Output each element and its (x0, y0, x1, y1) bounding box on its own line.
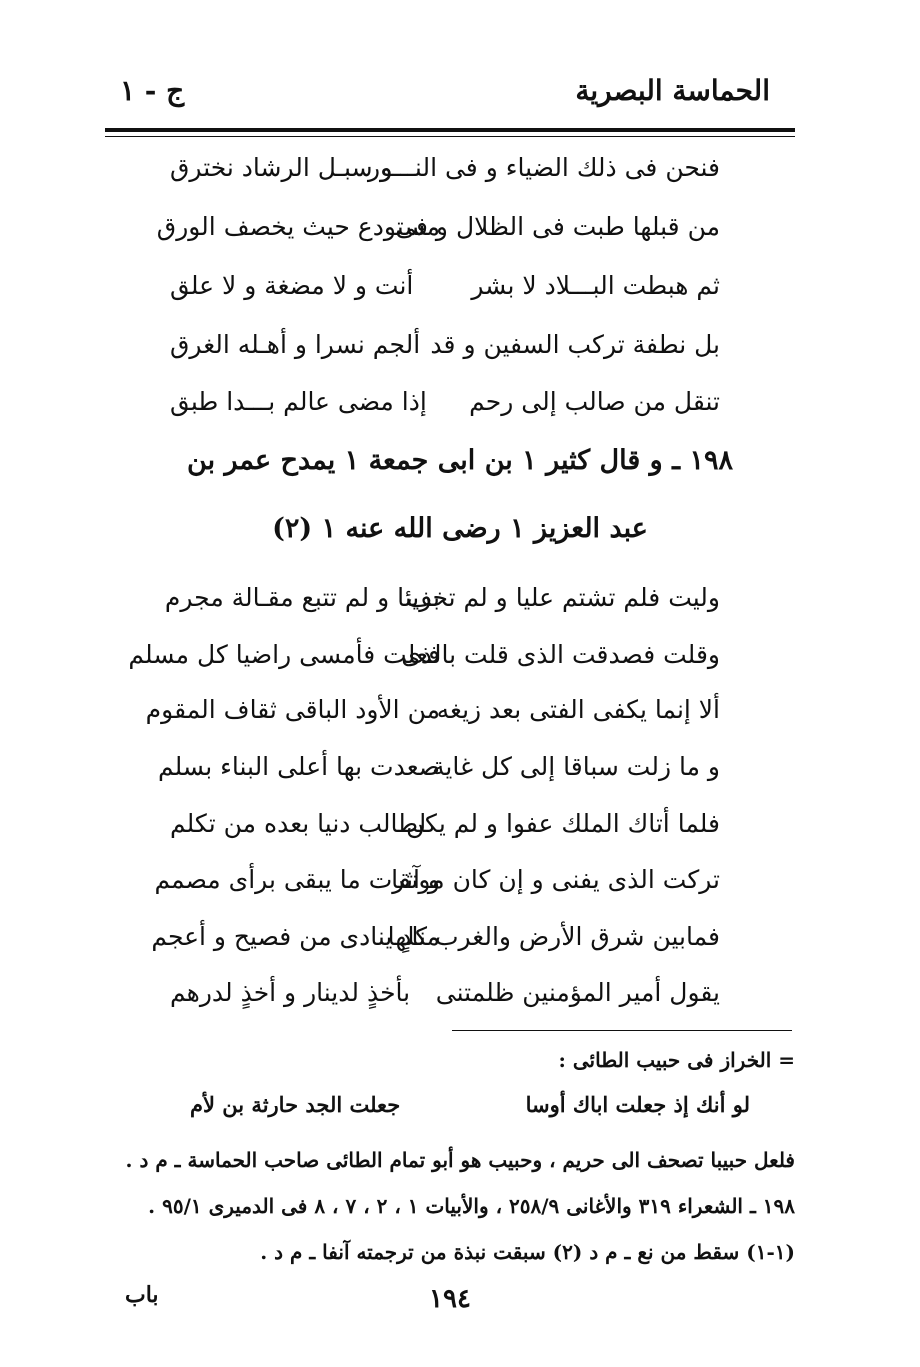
footnote-verse (190, 1092, 750, 1132)
verse-line (150, 261, 740, 311)
verse-line (145, 685, 740, 735)
verse-line (150, 855, 740, 905)
verse-second-hemistich: بريئا و لم تتبع مقـالة مجرم (164, 583, 440, 612)
verse-second-hemistich: مستودع حيث يخصف الورق (156, 212, 440, 241)
header-rule-thin (105, 136, 795, 137)
footnote-note: (١-١) سقط من نع ـ م د (٢) سبقت نبذة من ترجمته آنفا ـ م د . (260, 1240, 795, 1264)
verse-first-hemistich: تركت الذى يفنى و إن كان مونقا (391, 865, 720, 894)
verse-line (150, 573, 740, 623)
book-title: الحماسة البصرية (575, 74, 770, 107)
verse-first-hemistich: فنحن فى ذلك الضياء و فى النـــور (367, 153, 720, 182)
verse-second-hemistich: صعدت بها أعلى البناء بسلم (157, 752, 440, 781)
footnote-note: فلعل حبيبا تصحف الى حريم ، وحبيب هو أبو تمام الطائى صاحب الحماسة ـ م د . (125, 1148, 795, 1172)
running-head (120, 74, 770, 124)
footnote-intro: = الخراز فى حبيب الطائى : (558, 1048, 795, 1072)
verse-first-hemistich: تنقل من صالب إلى رحم (469, 387, 720, 416)
verse-line (150, 799, 740, 849)
verse-line (150, 912, 740, 962)
verse-second-hemistich: من الأود الباقى ثقاف المقوم (145, 695, 440, 724)
verse-first-hemistich: وقلت فصدقت الذى قلت بالذى (401, 640, 720, 669)
verse-first-hemistich: وليت فلم تشتم عليا و لم تخف (406, 583, 720, 612)
verse-second-hemistich: لطالب دنيا بعده من تكلم (170, 809, 427, 838)
footnote-note: ١٩٨ ـ الشعراء ٣١٩ والأغانى ٢٥٨/٩ ، والأبيات ١ ، ٢ ، ٧ ، ٨ فى الدميرى ٩٥/١ . (148, 1194, 795, 1218)
verse-first-hemistich: يقول أمير المؤمنين ظلمتنى (435, 978, 720, 1007)
verse-first-hemistich: ثم هبطت البـــلاد لا بشر (471, 271, 720, 300)
footnote-verse-first-hemistich: لو أنك إذ جعلت اباك أوسا (525, 1092, 750, 1117)
verse-second-hemistich: منادٍ ينادى من فصيح و أعجم (151, 922, 440, 951)
verse-first-hemistich: بل نطفة تركب السفين و قد (430, 330, 720, 359)
verse-first-hemistich: فمابين شرق الأرض والغرب كلها (387, 922, 720, 951)
verse-line (150, 202, 740, 252)
catchword: باب (125, 1282, 159, 1308)
verse-first-hemistich: و ما زلت سباقا إلى كل غاية (432, 752, 720, 781)
verse-line (128, 630, 740, 680)
verse-second-hemistich: و آثرت ما يبقى برأى مصمم (154, 865, 440, 894)
section-heading: ١٩٨ ـ و قال كثير ١ بن ابى جمعة ١ يمدح عمر بن (187, 445, 733, 476)
verse-second-hemistich: ألجم نسرا و أهـله الغرق (170, 330, 421, 359)
header-rule-thick (105, 128, 795, 132)
verse-line (150, 143, 740, 193)
page-number: ١٩٤ (429, 1284, 471, 1314)
verse-first-hemistich: فلما أتاك الملك عفوا و لم يكن (405, 809, 720, 838)
volume-number: ج - ١ (120, 74, 185, 107)
verse-line (150, 377, 740, 427)
verse-line (150, 320, 740, 370)
verse-line (150, 742, 740, 792)
verse-second-hemistich: و سبـل الرشاد نخترق (170, 153, 393, 182)
verse-second-hemistich: بأخذٍ لدينار و أخذٍ لدرهم (170, 978, 411, 1007)
verse-second-hemistich: إذا مضى عالم بـــدا طبق (170, 387, 427, 416)
footnote-rule (452, 1030, 792, 1031)
verse-line (150, 968, 740, 1018)
section-heading-continued: عبد العزيز ١ رضى الله عنه ١ (٢) (272, 513, 648, 544)
verse-second-hemistich: أنت و لا مضغة و لا علق (170, 271, 414, 300)
footnote-verse-second-hemistich: جعلت الجد حارثة بن لأم (190, 1092, 401, 1117)
verse-second-hemistich: فعلت فأمسى راضيا كل مسلم (128, 640, 440, 669)
verse-first-hemistich: ألا إنما يكفى الفتى بعد زيغه (436, 695, 720, 724)
verse-first-hemistich: من قبلها طبت فى الظلال و فى (395, 212, 720, 241)
